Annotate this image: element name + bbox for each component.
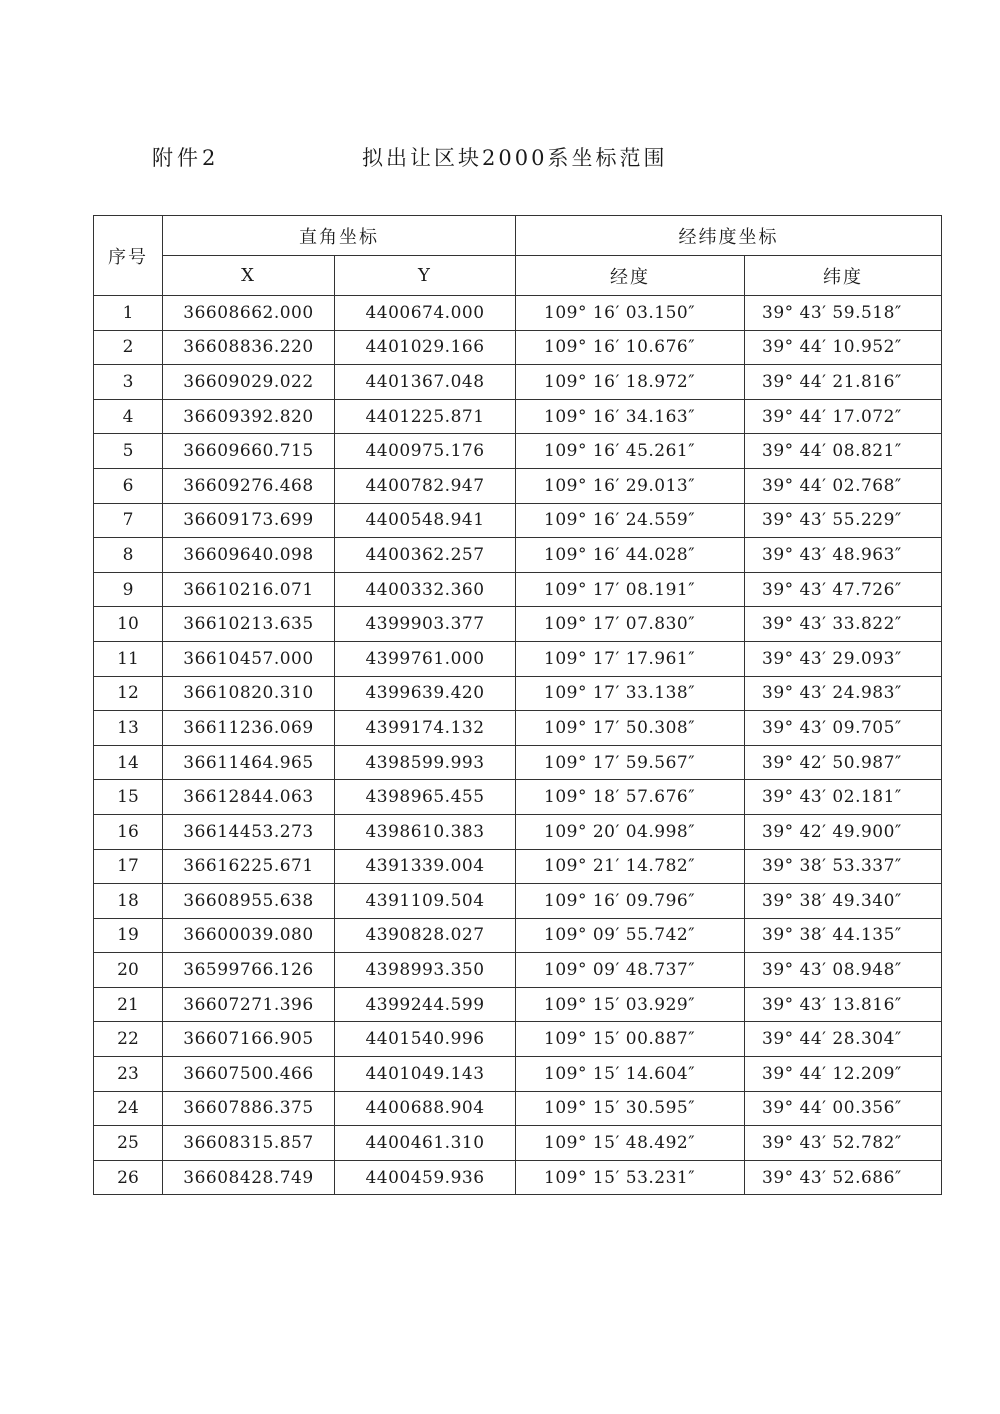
cell-longitude: 109° 16′ 29.013″ [516,468,745,503]
cell-y: 4400674.000 [335,296,516,331]
cell-index: 5 [94,434,163,469]
cell-y: 4400782.947 [335,468,516,503]
cell-latitude: 39° 38′ 53.337″ [745,849,942,884]
table-row [94,814,942,849]
cell-latitude: 39° 43′ 48.963″ [745,538,942,573]
cell-x: 36607886.375 [163,1091,335,1126]
cell-latitude: 39° 44′ 12.209″ [745,1057,942,1092]
cell-latitude: 39° 43′ 08.948″ [745,953,942,988]
title-row [0,142,1000,172]
cell-y: 4391339.004 [335,849,516,884]
cell-y: 4401029.166 [335,330,516,365]
cell-x: 36610216.071 [163,572,335,607]
cell-index: 26 [94,1160,163,1195]
cell-longitude: 109° 20′ 04.998″ [516,814,745,849]
cell-latitude: 39° 43′ 52.782″ [745,1126,942,1161]
cell-y: 4398993.350 [335,953,516,988]
cell-y: 4399903.377 [335,607,516,642]
cell-longitude: 109° 15′ 53.231″ [516,1160,745,1195]
cell-y: 4391109.504 [335,884,516,919]
cell-x: 36609392.820 [163,399,335,434]
cell-y: 4399244.599 [335,987,516,1022]
cell-x: 36611236.069 [163,711,335,746]
cell-longitude: 109° 16′ 10.676″ [516,330,745,365]
cell-x: 36607166.905 [163,1022,335,1057]
cell-index: 2 [94,330,163,365]
cell-x: 36608955.638 [163,884,335,919]
cell-longitude: 109° 15′ 48.492″ [516,1126,745,1161]
cell-index: 10 [94,607,163,642]
table-row [94,434,942,469]
cell-y: 4400548.941 [335,503,516,538]
cell-index: 13 [94,711,163,746]
table-row [94,330,942,365]
table-row [94,1057,942,1092]
cell-longitude: 109° 17′ 07.830″ [516,607,745,642]
coordinate-table [93,215,942,1195]
cell-longitude: 109° 09′ 48.737″ [516,953,745,988]
cell-y: 4399761.000 [335,641,516,676]
cell-latitude: 39° 43′ 33.822″ [745,607,942,642]
cell-latitude: 39° 38′ 49.340″ [745,884,942,919]
header-longitude: 经度 [516,256,745,296]
cell-index: 21 [94,987,163,1022]
cell-y: 4400362.257 [335,538,516,573]
cell-x: 36609276.468 [163,468,335,503]
cell-latitude: 39° 43′ 55.229″ [745,503,942,538]
cell-longitude: 109° 15′ 03.929″ [516,987,745,1022]
table-row [94,468,942,503]
cell-index: 14 [94,745,163,780]
table-header [94,216,942,296]
cell-longitude: 109° 15′ 14.604″ [516,1057,745,1092]
cell-longitude: 109° 15′ 00.887″ [516,1022,745,1057]
cell-index: 25 [94,1126,163,1161]
cell-x: 36612844.063 [163,780,335,815]
cell-x: 36616225.671 [163,849,335,884]
cell-latitude: 39° 43′ 52.686″ [745,1160,942,1195]
cell-index: 12 [94,676,163,711]
cell-latitude: 39° 43′ 59.518″ [745,296,942,331]
cell-y: 4400688.904 [335,1091,516,1126]
table-row [94,641,942,676]
cell-longitude: 109° 16′ 09.796″ [516,884,745,919]
cell-y: 4400461.310 [335,1126,516,1161]
cell-latitude: 39° 43′ 29.093″ [745,641,942,676]
cell-longitude: 109° 17′ 08.191″ [516,572,745,607]
cell-x: 36608428.749 [163,1160,335,1195]
cell-y: 4401225.871 [335,399,516,434]
cell-x: 36608836.220 [163,330,335,365]
cell-index: 7 [94,503,163,538]
header-x: X [163,256,335,296]
cell-y: 4401367.048 [335,365,516,400]
table-row [94,745,942,780]
table-row [94,572,942,607]
table-body [94,296,942,1195]
table-row [94,538,942,573]
cell-index: 24 [94,1091,163,1126]
cell-latitude: 39° 43′ 02.181″ [745,780,942,815]
cell-latitude: 39° 43′ 09.705″ [745,711,942,746]
cell-y: 4398610.383 [335,814,516,849]
cell-index: 9 [94,572,163,607]
table-row [94,1022,942,1057]
cell-y: 4400459.936 [335,1160,516,1195]
cell-x: 36609660.715 [163,434,335,469]
table-row [94,503,942,538]
cell-index: 17 [94,849,163,884]
cell-index: 18 [94,884,163,919]
header-geo-coords: 经纬度坐标 [516,216,942,256]
cell-longitude: 109° 16′ 24.559″ [516,503,745,538]
cell-latitude: 39° 44′ 10.952″ [745,330,942,365]
cell-x: 36607500.466 [163,1057,335,1092]
cell-longitude: 109° 15′ 30.595″ [516,1091,745,1126]
cell-y: 4401540.996 [335,1022,516,1057]
document-title: 拟出让区块2000系坐标范围 [362,146,668,170]
table-row [94,296,942,331]
table-row [94,1126,942,1161]
cell-x: 36600039.080 [163,918,335,953]
table-row [94,711,942,746]
attachment-label: 附件2 [152,146,220,170]
cell-index: 4 [94,399,163,434]
cell-longitude: 109° 16′ 34.163″ [516,399,745,434]
cell-index: 23 [94,1057,163,1092]
cell-index: 11 [94,641,163,676]
cell-longitude: 109° 18′ 57.676″ [516,780,745,815]
table-row [94,987,942,1022]
cell-longitude: 109° 16′ 45.261″ [516,434,745,469]
cell-x: 36609640.098 [163,538,335,573]
cell-index: 19 [94,918,163,953]
cell-latitude: 39° 44′ 21.816″ [745,365,942,400]
table-row [94,849,942,884]
cell-latitude: 39° 44′ 08.821″ [745,434,942,469]
cell-latitude: 39° 43′ 13.816″ [745,987,942,1022]
cell-latitude: 39° 43′ 47.726″ [745,572,942,607]
cell-longitude: 109° 16′ 44.028″ [516,538,745,573]
cell-index: 6 [94,468,163,503]
cell-y: 4400332.360 [335,572,516,607]
cell-x: 36609029.022 [163,365,335,400]
cell-index: 22 [94,1022,163,1057]
cell-longitude: 109° 09′ 55.742″ [516,918,745,953]
table-row [94,953,942,988]
cell-y: 4399174.132 [335,711,516,746]
cell-longitude: 109° 21′ 14.782″ [516,849,745,884]
cell-longitude: 109° 16′ 18.972″ [516,365,745,400]
cell-y: 4398965.455 [335,780,516,815]
table-row [94,399,942,434]
cell-index: 3 [94,365,163,400]
cell-longitude: 109° 17′ 33.138″ [516,676,745,711]
cell-latitude: 39° 44′ 17.072″ [745,399,942,434]
cell-x: 36614453.273 [163,814,335,849]
cell-x: 36611464.965 [163,745,335,780]
cell-x: 36608662.000 [163,296,335,331]
cell-longitude: 109° 17′ 50.308″ [516,711,745,746]
cell-latitude: 39° 44′ 00.356″ [745,1091,942,1126]
cell-latitude: 39° 42′ 49.900″ [745,814,942,849]
table-row [94,780,942,815]
header-y: Y [335,256,516,296]
cell-y: 4398599.993 [335,745,516,780]
cell-index: 15 [94,780,163,815]
cell-latitude: 39° 44′ 28.304″ [745,1022,942,1057]
cell-x: 36609173.699 [163,503,335,538]
header-index: 序号 [94,216,163,296]
cell-y: 4400975.176 [335,434,516,469]
cell-latitude: 39° 42′ 50.987″ [745,745,942,780]
cell-x: 36610213.635 [163,607,335,642]
cell-index: 16 [94,814,163,849]
cell-y: 4399639.420 [335,676,516,711]
cell-latitude: 39° 43′ 24.983″ [745,676,942,711]
cell-y: 4401049.143 [335,1057,516,1092]
table-row [94,365,942,400]
header-latitude: 纬度 [745,256,942,296]
cell-x: 36610820.310 [163,676,335,711]
table-row [94,918,942,953]
cell-y: 4390828.027 [335,918,516,953]
table-row [94,1160,942,1195]
cell-x: 36608315.857 [163,1126,335,1161]
cell-index: 8 [94,538,163,573]
table-row [94,607,942,642]
header-rect-coords: 直角坐标 [163,216,516,256]
cell-latitude: 39° 38′ 44.135″ [745,918,942,953]
cell-longitude: 109° 17′ 59.567″ [516,745,745,780]
table-row [94,884,942,919]
cell-x: 36610457.000 [163,641,335,676]
cell-index: 20 [94,953,163,988]
table-row [94,1091,942,1126]
cell-longitude: 109° 17′ 17.961″ [516,641,745,676]
table-row [94,676,942,711]
cell-x: 36599766.126 [163,953,335,988]
cell-latitude: 39° 44′ 02.768″ [745,468,942,503]
cell-index: 1 [94,296,163,331]
cell-longitude: 109° 16′ 03.150″ [516,296,745,331]
cell-x: 36607271.396 [163,987,335,1022]
